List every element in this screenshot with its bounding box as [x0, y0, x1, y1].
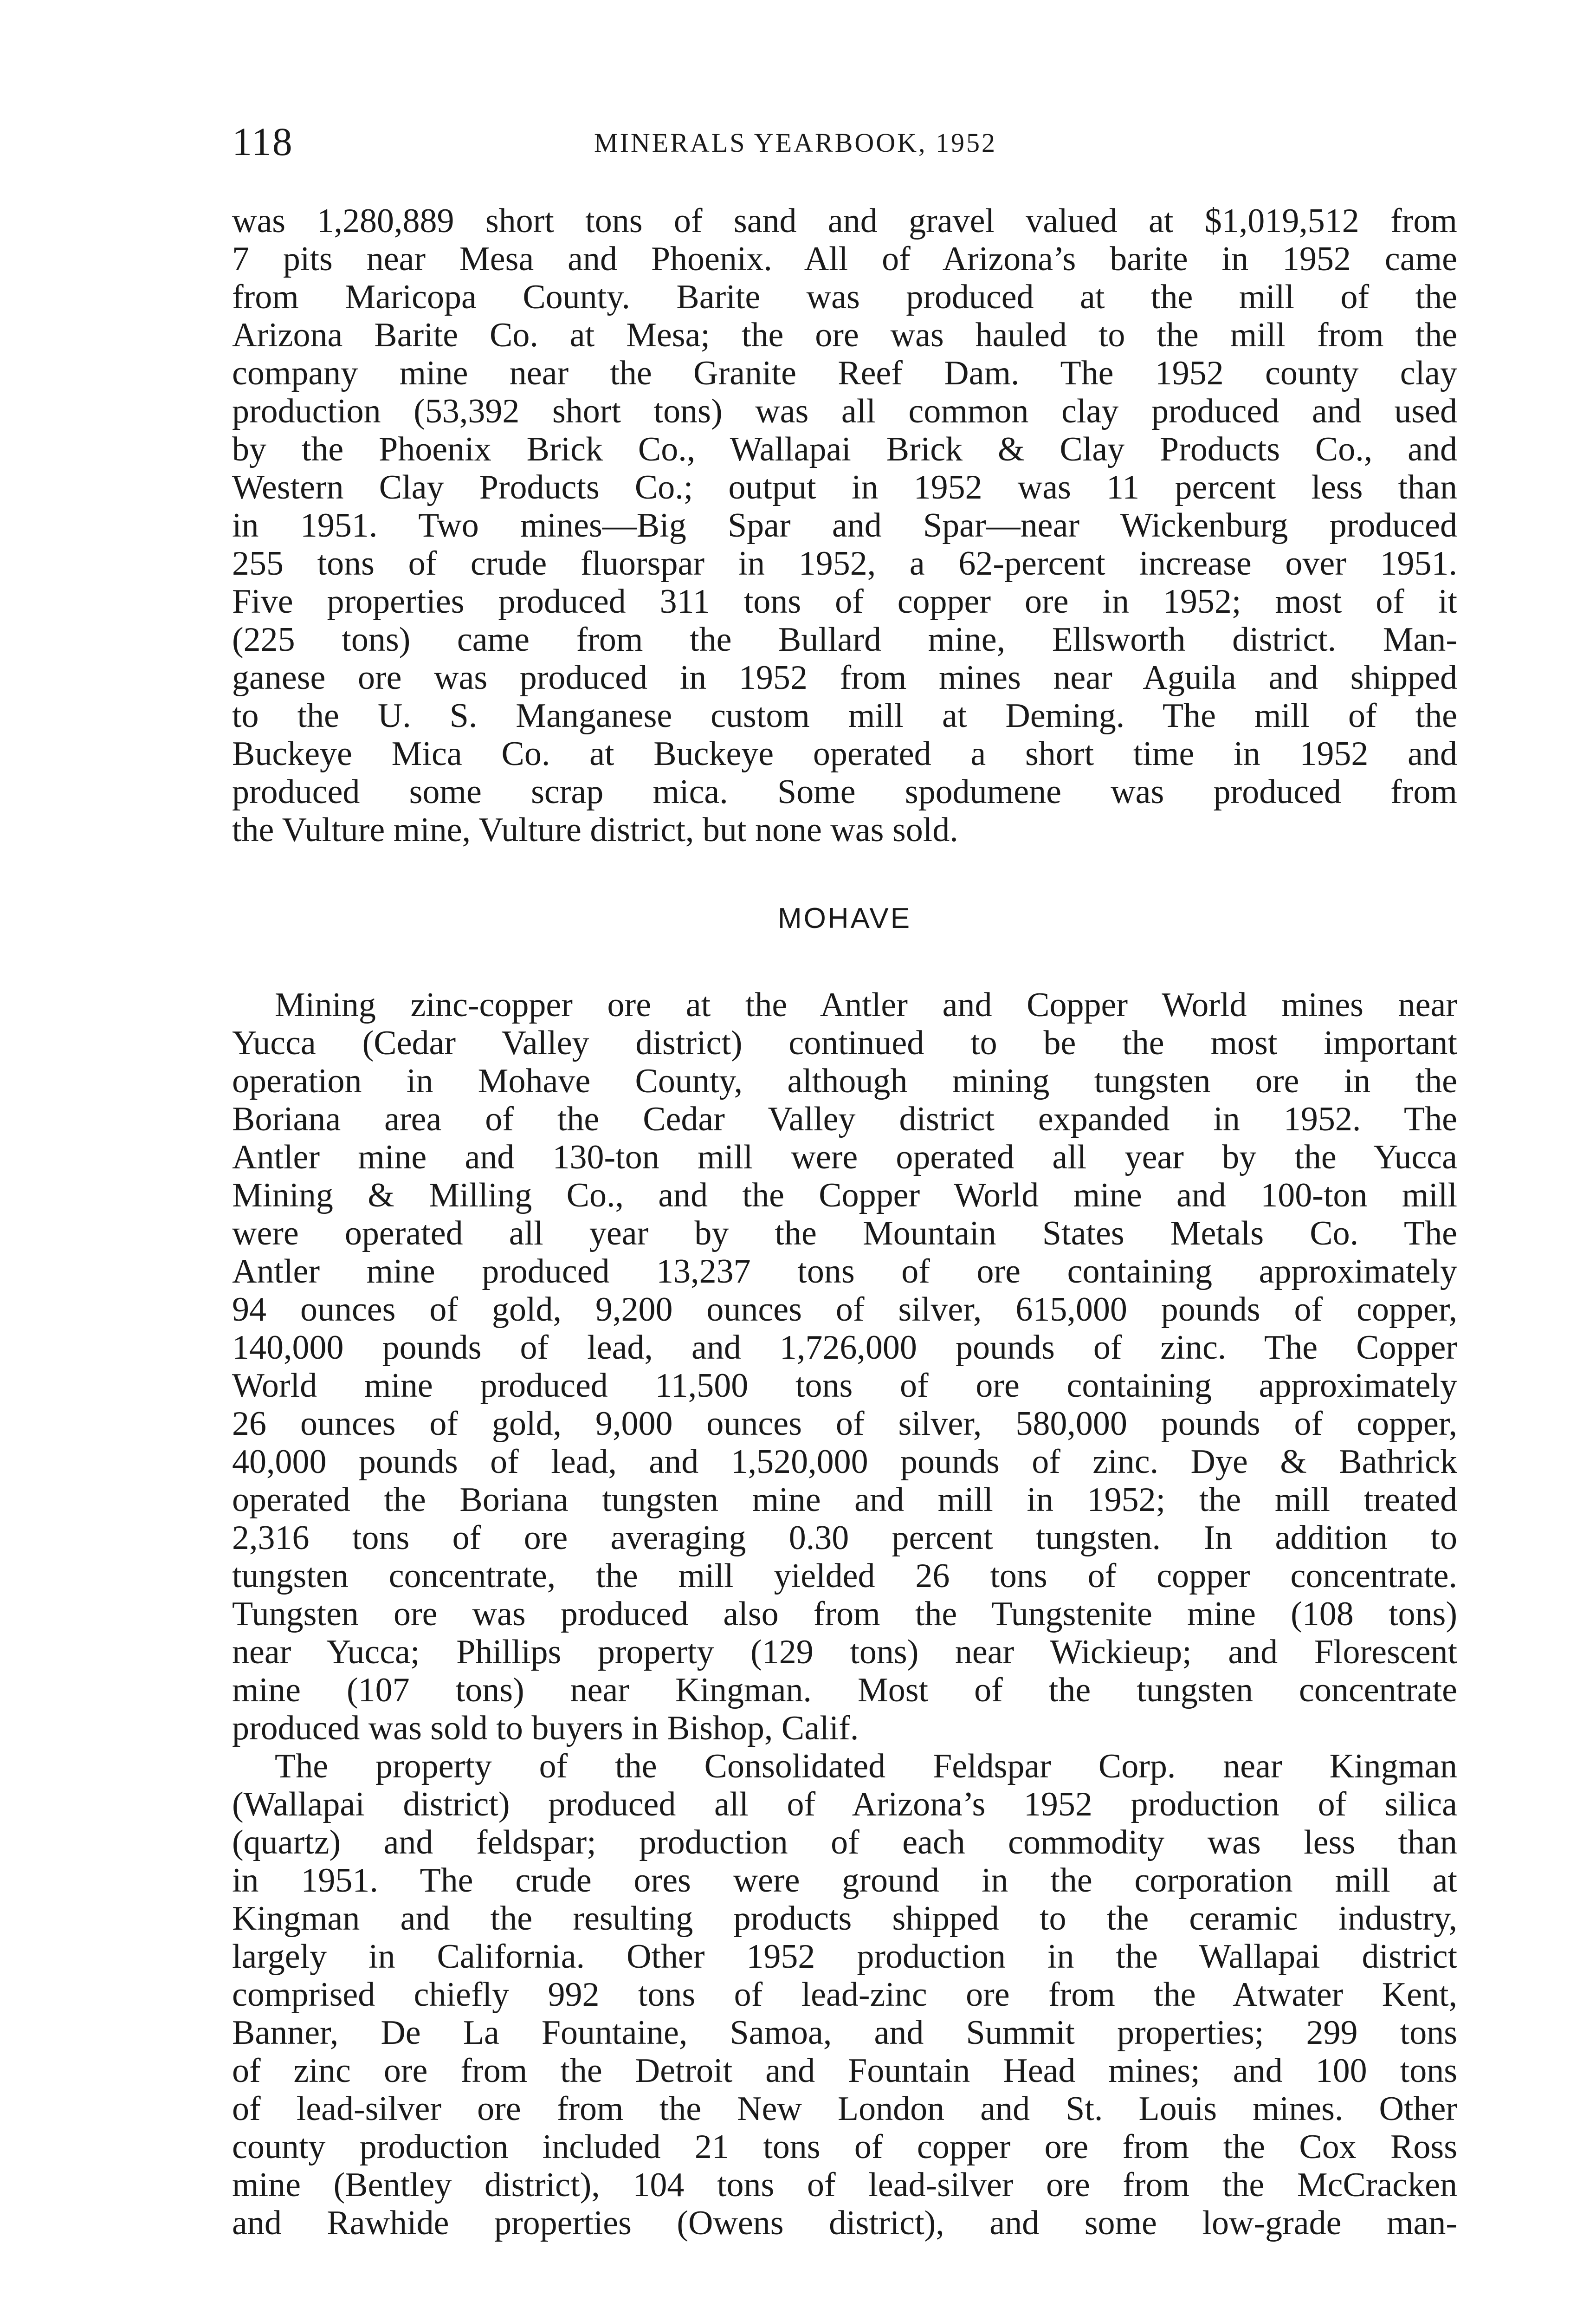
text-line: Western Clay Products Co.; output in 1952 was 11 percent less than	[232, 468, 1457, 506]
paragraph-maricopa-continued	[232, 202, 1457, 849]
text-line: the Vulture mine, Vulture district, but none was sold.	[232, 811, 958, 849]
page-header	[232, 116, 1457, 167]
text-line: Antler mine produced 13,237 tons of ore containing approximately	[232, 1252, 1457, 1290]
body-text	[232, 202, 1457, 2242]
text-line: 2,316 tons of ore averaging 0.30 percent tungsten. In addition to	[232, 1519, 1457, 1557]
text-line: Boriana area of the Cedar Valley district expanded in 1952. The	[232, 1100, 1457, 1138]
text-line: Tungsten ore was produced also from the Tungstenite mine (108 tons)	[232, 1595, 1457, 1633]
running-title: MINERALS YEARBOOK, 1952	[594, 128, 997, 158]
text-line: near Yucca; Phillips property (129 tons) near Wickieup; and Florescent	[232, 1633, 1457, 1671]
text-line: were operated all year by the Mountain States Metals Co. The	[232, 1214, 1457, 1252]
text-line: produced some scrap mica. Some spodumene was produced from	[232, 773, 1457, 811]
text-line: operation in Mohave County, although mining tungsten ore in the	[232, 1062, 1457, 1100]
text-line: Mining zinc-copper ore at the Antler and Copper World mines near	[275, 986, 1457, 1024]
text-line: to the U. S. Manganese custom mill at Deming. The mill of the	[232, 697, 1457, 735]
text-line: production (53,392 short tons) was all common clay produced and used	[232, 392, 1457, 430]
text-line: Buckeye Mica Co. at Buckeye operated a short time in 1952 and	[232, 735, 1457, 773]
text-line: Mining & Milling Co., and the Copper World mine and 100-ton mill	[232, 1176, 1457, 1214]
text-line: from Maricopa County. Barite was produced at the mill of the	[232, 278, 1457, 316]
paragraph-feldspar-silica	[232, 1747, 1457, 2242]
text-line: (quartz) and feldspar; production of each commodity was less than	[232, 1823, 1457, 1861]
text-line: Five properties produced 311 tons of copper ore in 1952; most of it	[232, 583, 1457, 621]
section-heading-mohave: MOHAVE	[777, 902, 912, 934]
text-line: by the Phoenix Brick Co., Wallapai Brick & Clay Products Co., and	[232, 430, 1457, 468]
text-line: in 1951. Two mines—Big Spar and Spar—near Wickenburg produced	[232, 506, 1457, 545]
text-line: Yucca (Cedar Valley district) continued to be the most important	[232, 1024, 1457, 1062]
text-line: 94 ounces of gold, 9,200 ounces of silver, 615,000 pounds of copper,	[232, 1290, 1457, 1329]
text-line: produced was sold to buyers in Bishop, Calif.	[232, 1709, 859, 1747]
text-line: operated the Boriana tungsten mine and mill in 1952; the mill treated	[232, 1481, 1457, 1519]
text-line: was 1,280,889 short tons of sand and gravel valued at $1,019,512 from	[232, 202, 1457, 240]
text-line: in 1951. The crude ores were ground in the corporation mill at	[232, 1861, 1457, 1900]
text-line: mine (107 tons) near Kingman. Most of the tungsten concentrate	[232, 1671, 1457, 1709]
text-line: 40,000 pounds of lead, and 1,520,000 pounds of zinc. Dye & Bathrick	[232, 1443, 1457, 1481]
text-line: (225 tons) came from the Bullard mine, Ellsworth district. Man-	[232, 621, 1457, 659]
text-line: Antler mine and 130-ton mill were operated all year by the Yucca	[232, 1138, 1457, 1176]
text-line: and Rawhide properties (Owens district), and some low-grade man-	[232, 2204, 1457, 2242]
text-line: largely in California. Other 1952 production in the Wallapai district	[232, 1938, 1457, 1976]
paragraph-mohave-zinc-copper	[232, 986, 1457, 1747]
text-line: of zinc ore from the Detroit and Fountain Head mines; and 100 tons	[232, 2052, 1457, 2090]
text-line: tungsten concentrate, the mill yielded 26 tons of copper concentrate.	[232, 1557, 1457, 1595]
text-line: Arizona Barite Co. at Mesa; the ore was hauled to the mill from the	[232, 316, 1457, 354]
text-line: World mine produced 11,500 tons of ore containing approximately	[232, 1367, 1457, 1405]
text-line: 255 tons of crude fluorspar in 1952, a 62-percent increase over 1951.	[232, 545, 1457, 583]
text-line: ganese ore was produced in 1952 from mines near Aguila and shipped	[232, 659, 1457, 697]
text-line: company mine near the Granite Reef Dam. The 1952 county clay	[232, 354, 1457, 392]
text-line: 26 ounces of gold, 9,000 ounces of silver, 580,000 pounds of copper,	[232, 1405, 1457, 1443]
text-line: 140,000 pounds of lead, and 1,726,000 pounds of zinc. The Copper	[232, 1329, 1457, 1367]
text-line: (Wallapai district) produced all of Arizona’s 1952 production of silica	[232, 1785, 1457, 1823]
text-line: 7 pits near Mesa and Phoenix. All of Arizona’s barite in 1952 came	[232, 240, 1457, 278]
text-line: Banner, De La Fountaine, Samoa, and Summit properties; 299 tons	[232, 2014, 1457, 2052]
page-number: 118	[232, 119, 293, 164]
text-line: county production included 21 tons of copper ore from the Cox Ross	[232, 2128, 1457, 2166]
text-line: mine (Bentley district), 104 tons of lead-silver ore from the McCracken	[232, 2166, 1457, 2204]
text-line: The property of the Consolidated Feldspar Corp. near Kingman	[275, 1747, 1457, 1785]
text-line: Kingman and the resulting products shipped to the ceramic industry,	[232, 1900, 1457, 1938]
text-line: comprised chiefly 992 tons of lead-zinc ore from the Atwater Kent,	[232, 1976, 1457, 2014]
text-line: of lead-silver ore from the New London and St. Louis mines. Other	[232, 2090, 1457, 2128]
